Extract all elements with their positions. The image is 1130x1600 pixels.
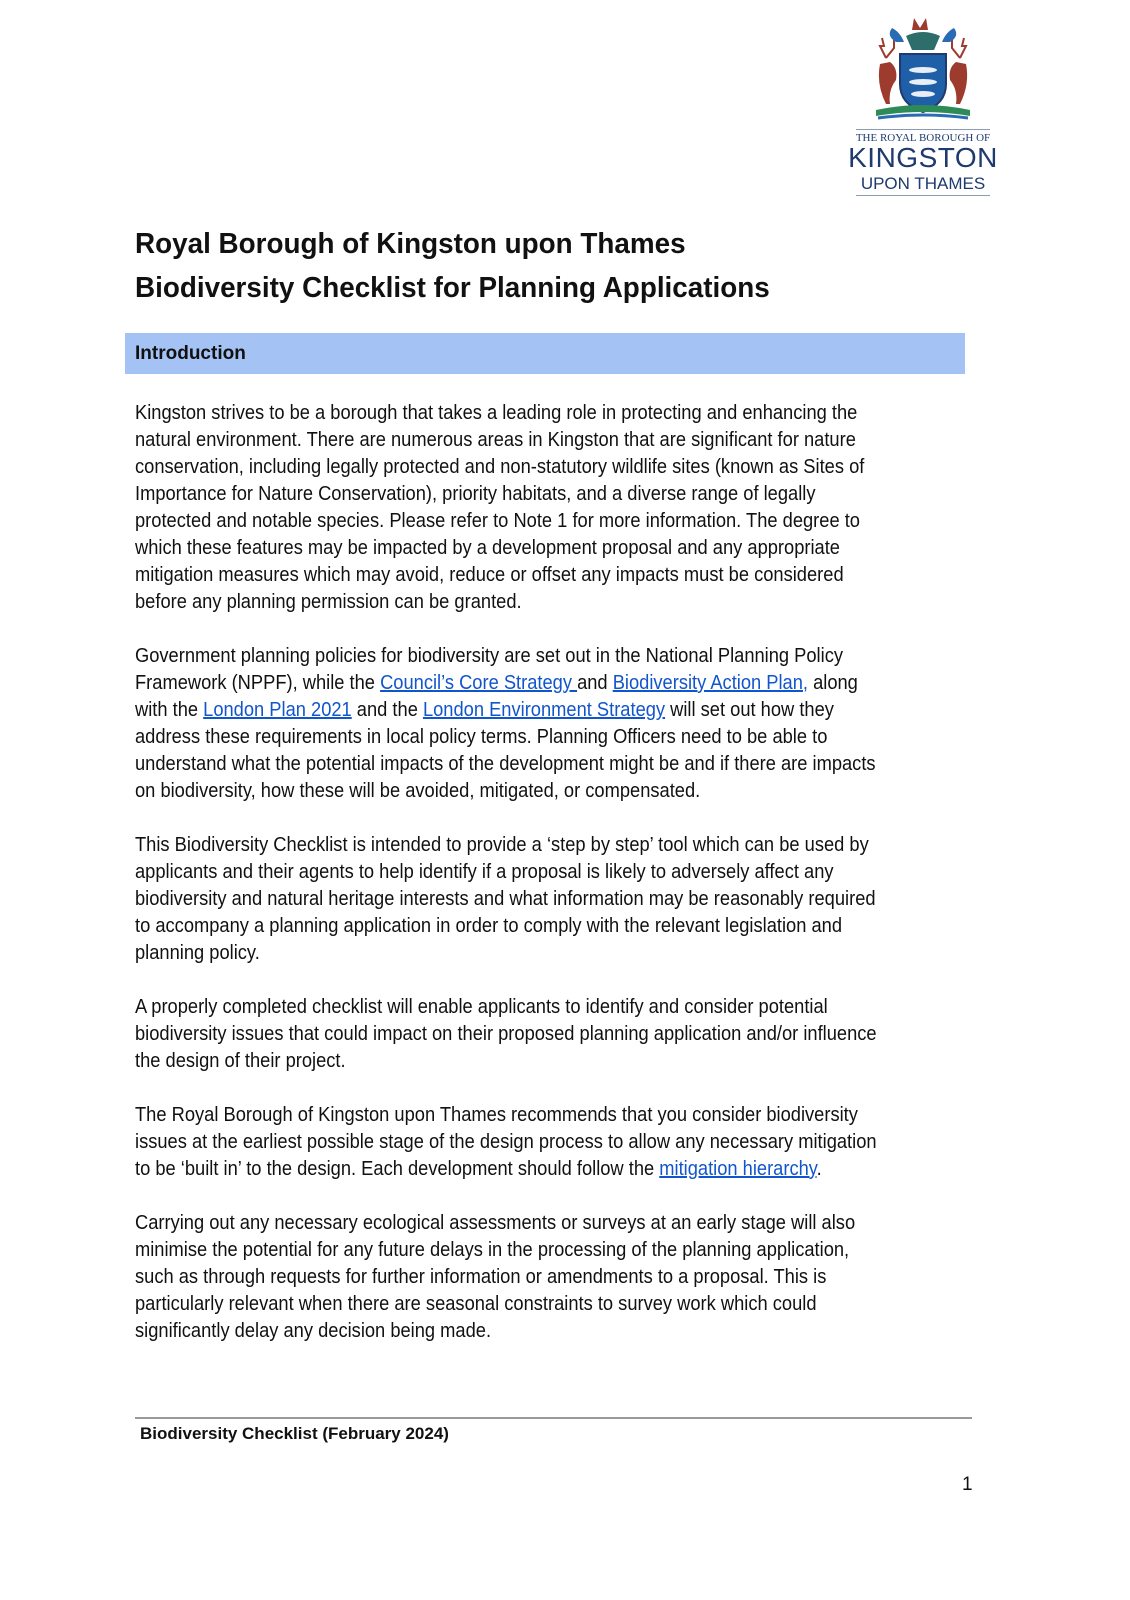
text-span: A properly completed checklist will enable applicants to identify and consider potential	[135, 996, 828, 1018]
text-span: such as through requests for further information or amendments to a proposal. This is	[135, 1266, 827, 1288]
text-span: Government planning policies for biodiversity are set out in the National Planning Policy	[135, 645, 843, 667]
text-line	[135, 1021, 959, 1048]
hyperlink[interactable]: London Plan 2021	[203, 699, 352, 721]
text-line	[135, 1210, 959, 1237]
hyperlink[interactable]: Biodiversity Action Plan,	[612, 672, 808, 694]
text-span: biodiversity issues that could impact on their proposed planning application and/or influence	[135, 1023, 877, 1045]
text-line	[135, 859, 959, 886]
logo-rule-top	[856, 129, 990, 130]
text-span: to be ‘built in’ to the design. Each development should follow the	[135, 1158, 660, 1180]
logo-text-line1: THE ROYAL BOROUGH OF	[855, 132, 991, 144]
text-span: applicants and their agents to help identify if a proposal is likely to adversely affect any	[135, 861, 834, 883]
paragraph-gap	[135, 967, 959, 994]
kingston-coat-of-arms-logo	[848, 14, 998, 200]
text-line	[135, 562, 959, 589]
footer-divider	[135, 1417, 972, 1419]
paragraph-gap	[135, 805, 959, 832]
footer-title: Biodiversity Checklist (February 2024)	[140, 1424, 449, 1443]
text-span: issues at the earliest possible stage of the design process to allow any necessary mitigation	[135, 1131, 877, 1153]
text-line	[135, 481, 959, 508]
logo-text-kingston: KINGSTON	[848, 142, 998, 173]
text-span: biodiversity and natural heritage interests and what information may be reasonably required	[135, 888, 876, 910]
paragraph	[135, 643, 959, 805]
text-span: on biodiversity, how these will be avoided, mitigated, or compensated.	[135, 780, 701, 802]
text-span: .	[816, 1158, 822, 1180]
logo-rule-bottom	[856, 195, 990, 196]
text-line	[135, 832, 959, 859]
document-title	[135, 222, 770, 310]
text-line	[135, 697, 959, 724]
text-line	[135, 454, 959, 481]
text-span: protected and notable species. Please refer to Note 1 for more information. The degree to	[135, 510, 860, 532]
text-line	[135, 535, 959, 562]
text-line	[135, 886, 959, 913]
text-line	[135, 670, 959, 697]
text-line	[135, 1129, 959, 1156]
text-span: and the	[351, 699, 423, 721]
paragraph-gap	[135, 1183, 959, 1210]
text-span: Kingston strives to be a borough that takes a leading role in protecting and enhancing the	[135, 402, 858, 424]
paragraph-gap	[135, 616, 959, 643]
text-line	[135, 1237, 959, 1264]
text-line	[135, 1156, 959, 1183]
paragraph	[135, 1210, 959, 1345]
paragraph	[135, 1102, 959, 1183]
text-line	[135, 913, 959, 940]
text-line	[135, 427, 959, 454]
text-span: before any planning permission can be granted.	[135, 591, 522, 613]
text-line	[135, 724, 959, 751]
text-line	[135, 643, 959, 670]
hyperlink[interactable]: Council’s Core Strategy	[380, 672, 578, 694]
hyperlink[interactable]: London Environment Strategy	[422, 699, 666, 721]
hyperlink[interactable]: mitigation hierarchy	[659, 1158, 817, 1180]
text-span: conservation, including legally protected and non-statutory wildlife sites (known as Sites of	[135, 456, 865, 478]
coat-of-arms-icon	[848, 14, 998, 126]
text-line	[135, 1102, 959, 1129]
paragraph	[135, 832, 959, 967]
section-header-introduction	[125, 333, 965, 374]
text-line	[135, 1291, 959, 1318]
text-span: and	[577, 672, 613, 694]
text-line	[135, 508, 959, 535]
text-span: natural environment. There are numerous areas in Kingston that are significant for nature	[135, 429, 856, 451]
text-span: particularly relevant when there are seasonal constraints to survey work which could	[135, 1293, 817, 1315]
paragraph	[135, 400, 959, 616]
paragraph-gap	[135, 1075, 959, 1102]
title-line-2: Biodiversity Checklist for Planning Applications	[135, 272, 770, 304]
text-span: with the	[135, 699, 204, 721]
text-span: understand what the potential impacts of the development might be and if there are impacts	[135, 753, 876, 775]
text-span: The Royal Borough of Kingston upon Thames recommends that you consider biodiversity	[135, 1104, 858, 1126]
text-span: which these features may be impacted by a development proposal and any appropriate	[135, 537, 840, 559]
paragraph	[135, 994, 959, 1075]
text-line	[135, 1318, 959, 1345]
title-line-1: Royal Borough of Kingston upon Thames	[135, 228, 686, 260]
text-line	[135, 400, 959, 427]
text-line	[135, 1264, 959, 1291]
text-span: the design of their project.	[135, 1050, 346, 1072]
text-span: minimise the potential for any future delays in the processing of the planning application,	[135, 1239, 850, 1261]
text-span: Importance for Nature Conservation), priority habitats, and a diverse range of legally	[135, 483, 816, 505]
document-body	[135, 400, 959, 1345]
section-heading: Introduction	[135, 343, 246, 364]
text-span: along	[807, 672, 858, 694]
text-span: significantly delay any decision being made.	[135, 1320, 492, 1342]
text-span: This Biodiversity Checklist is intended to provide a ‘step by step’ tool which can be used by	[135, 834, 869, 856]
text-span: will set out how they	[665, 699, 834, 721]
page-number: 1	[962, 1474, 973, 1495]
text-span: planning policy.	[135, 942, 260, 964]
text-line	[135, 994, 959, 1021]
logo-text-upon-thames: UPON THAMES	[860, 174, 986, 193]
text-span: Framework (NPPF), while the	[135, 672, 381, 694]
text-span: to accompany a planning application in order to comply with the relevant legislation and	[135, 915, 843, 937]
text-line	[135, 778, 959, 805]
text-span: mitigation measures which may avoid, reduce or offset any impacts must be considered	[135, 564, 844, 586]
text-line	[135, 1048, 959, 1075]
text-span: address these requirements in local policy terms. Planning Officers need to be able to	[135, 726, 828, 748]
text-span: Carrying out any necessary ecological assessments or surveys at an early stage will also	[135, 1212, 856, 1234]
text-line	[135, 940, 959, 967]
text-line	[135, 589, 959, 616]
text-line	[135, 751, 959, 778]
